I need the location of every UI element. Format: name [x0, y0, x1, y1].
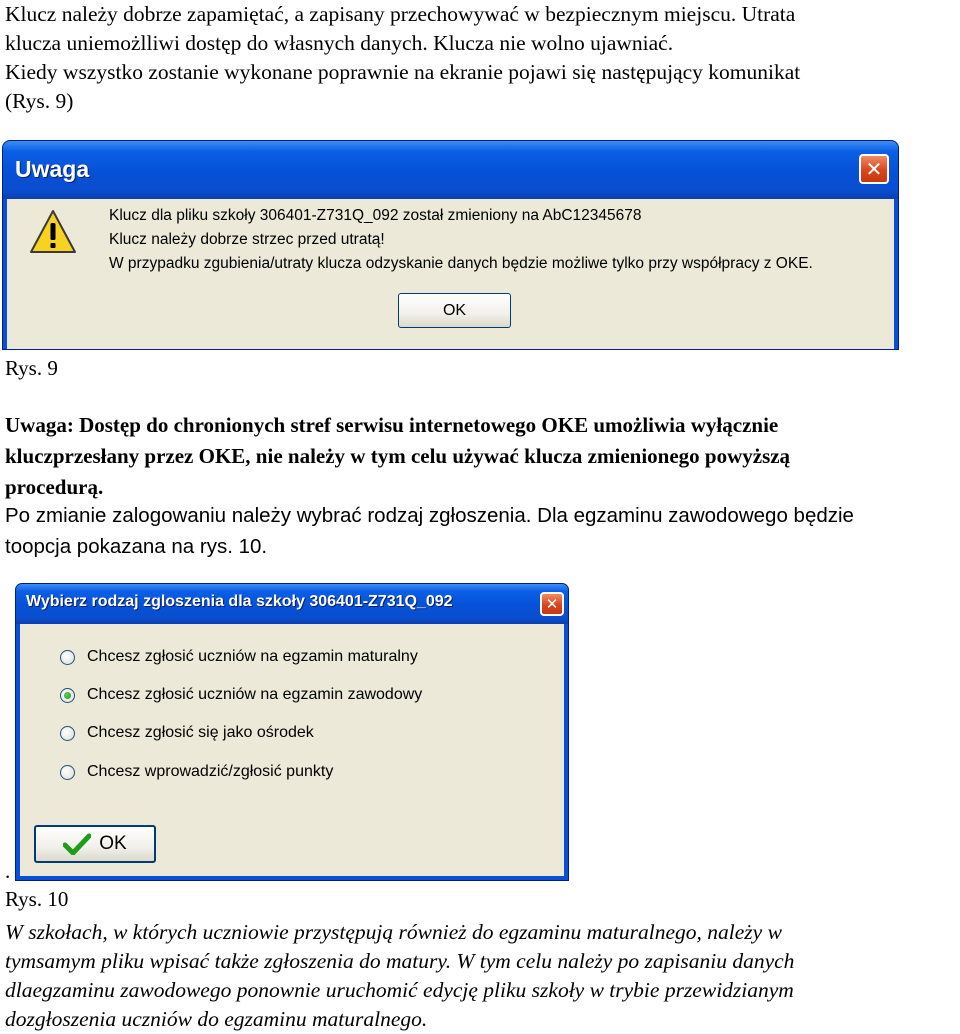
intro-line: klucza uniemożlliwi dostęp do własnych danych. Klucza nie wolno ujawniać. — [5, 31, 674, 55]
ok-label: OK — [99, 833, 127, 854]
dialog-titlebar — [16, 584, 568, 624]
warning-dialog — [3, 141, 898, 349]
dialog-body — [20, 624, 564, 876]
message-line: W przypadku zgubienia/utraty klucza odzyskanie danych będzie możliwe tylko przy współpracy z OKE. — [109, 255, 813, 272]
warning-line: procedurą. — [5, 475, 104, 499]
message-line: Klucz należy dobrze strzec przed utratą! — [109, 231, 385, 248]
option-matura[interactable] — [60, 648, 418, 666]
intro-line: Klucz należy dobrze zapamiętać, a zapisany przechowywać w bezpiecznym miejscu. Utrata — [5, 2, 796, 26]
intro-line: Kiedy wszystko zostanie wykonane poprawnie na ekranie pojawi się następujący komunikat — [5, 60, 801, 84]
option-osrodek[interactable] — [60, 724, 314, 742]
dialog-title: Wybierz rodzaj zgloszenia dla szkoły 306401-Z731Q_092 — [26, 593, 453, 610]
option-zawodowy[interactable] — [60, 686, 422, 704]
warning-line: Uwaga: Dostęp do chronionych stref serwisu internetowego OKE umożliwia wyłącznie — [5, 413, 779, 437]
option-label: Chcesz zgłosić uczniów na egzamin zawodowy — [87, 686, 423, 703]
note-line: tymsamym pliku wpisać także zgłoszenia do matury. W tym celu należy po zapisaniu danych — [5, 949, 795, 973]
ok-button[interactable]: OK — [398, 293, 511, 328]
note-line: W szkołach, w których uczniowie przystępują również do egzaminu maturalnego, należy w — [5, 920, 782, 944]
message-line: Klucz dla pliku szkoły 306401-Z731Q_092 został zmieniony na AbC12345678 — [109, 207, 642, 224]
stray-dot: . — [5, 859, 11, 883]
dialog-title: Uwaga — [15, 156, 90, 182]
selection-dialog — [16, 584, 568, 880]
instruction-line: toopcja pokazana na rys. 10. — [5, 535, 268, 558]
radio-button[interactable] — [60, 726, 75, 741]
dialog-body — [7, 199, 894, 349]
warning-line: kluczprzesłany przez OKE, nie należy w tym celu używać klucza zmienionego powyższą — [5, 444, 791, 468]
radio-button[interactable] — [60, 765, 75, 780]
close-icon[interactable]: ✕ — [540, 592, 564, 616]
dialog-message — [109, 204, 813, 276]
intro-paragraph — [5, 0, 955, 116]
warning-paragraph — [5, 410, 960, 503]
radio-button-selected[interactable] — [60, 688, 75, 703]
option-label: Chcesz wprowadzić/zgłosić punkty — [87, 763, 334, 780]
checkmark-icon — [63, 833, 91, 855]
note-line: dozgłoszenia uczniów do egzaminu maturalnego. — [5, 1007, 428, 1031]
dialog-titlebar — [3, 141, 898, 199]
ok-button[interactable] — [34, 825, 156, 863]
figure-caption-9: Rys. 9 — [5, 356, 58, 380]
radio-button[interactable] — [60, 650, 75, 665]
close-icon[interactable]: ✕ — [859, 154, 889, 184]
intro-line: (Rys. 9) — [5, 89, 74, 113]
warning-icon — [29, 209, 77, 255]
figure-caption-10: Rys. 10 — [5, 887, 69, 911]
instruction-line: Po zmianie zalogowaniu należy wybrać rodzaj zgłoszenia. Dla egzaminu zawodowego będzie — [5, 504, 854, 527]
option-label: Chcesz zgłosić się jako ośrodek — [87, 724, 314, 741]
option-punkty[interactable] — [60, 763, 333, 781]
note-line: dlaegzaminu zawodowego ponownie uruchomić edycję pliku szkoły w trybie przewidzianym — [5, 978, 794, 1002]
option-label: Chcesz zgłosić uczniów na egzamin maturalny — [87, 648, 418, 665]
note-paragraph — [5, 918, 960, 1034]
instruction-paragraph — [5, 500, 960, 562]
